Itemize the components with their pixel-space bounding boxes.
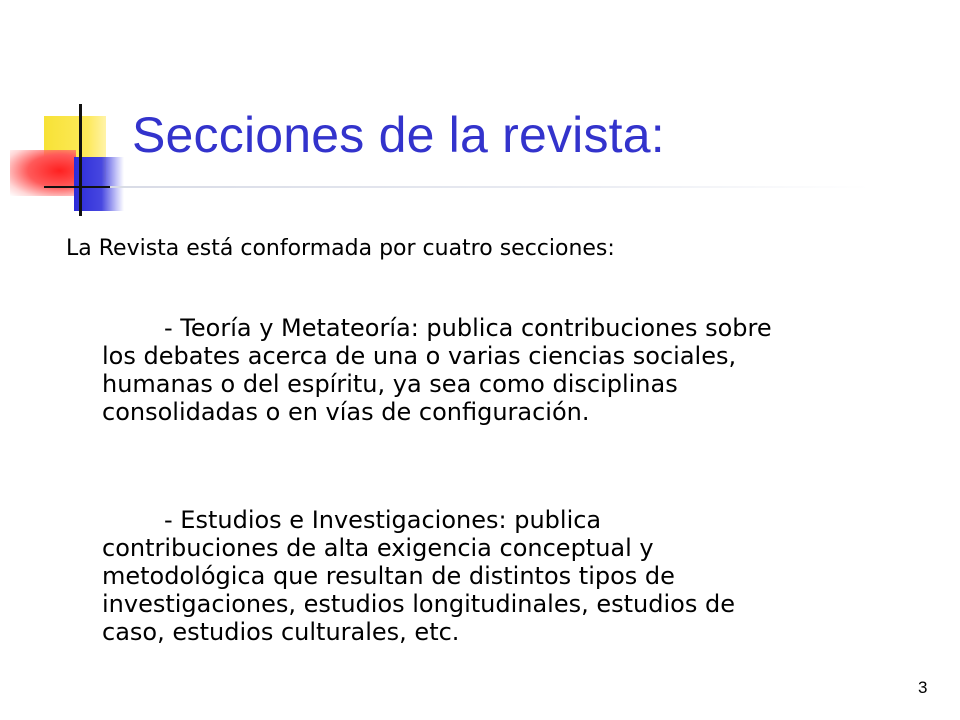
- section-line: investigaciones, estudios longitudinales, estudios de: [102, 590, 735, 618]
- intro-text: La Revista está conformada por cuatro secciones:: [66, 236, 615, 261]
- section-line: los debates acerca de una o varias ciencias sociales,: [102, 342, 737, 370]
- section-line: metodológica que resultan de distintos tipos de: [102, 562, 675, 590]
- section-line: consolidadas o en vías de configuración.: [102, 398, 590, 426]
- section-line: - Teoría y Metateoría: publica contribuciones sobre: [164, 314, 772, 342]
- vertical-line-decoration: [79, 104, 82, 216]
- section-line: humanas o del espíritu, ya sea como disciplinas: [102, 370, 678, 398]
- section-line: - Estudios e Investigaciones: publica: [164, 506, 602, 534]
- page-number: 3: [918, 678, 928, 697]
- section-line: contribuciones de alta exigencia conceptual y: [102, 534, 654, 562]
- section-estudios-investigaciones: [102, 506, 902, 646]
- red-square-decoration: [10, 150, 76, 196]
- section-line: caso, estudios culturales, etc.: [102, 618, 460, 646]
- title-underline: [110, 186, 870, 188]
- section-teoria-metateoria: [102, 314, 902, 426]
- slide-title: Secciones de la revista:: [132, 107, 665, 163]
